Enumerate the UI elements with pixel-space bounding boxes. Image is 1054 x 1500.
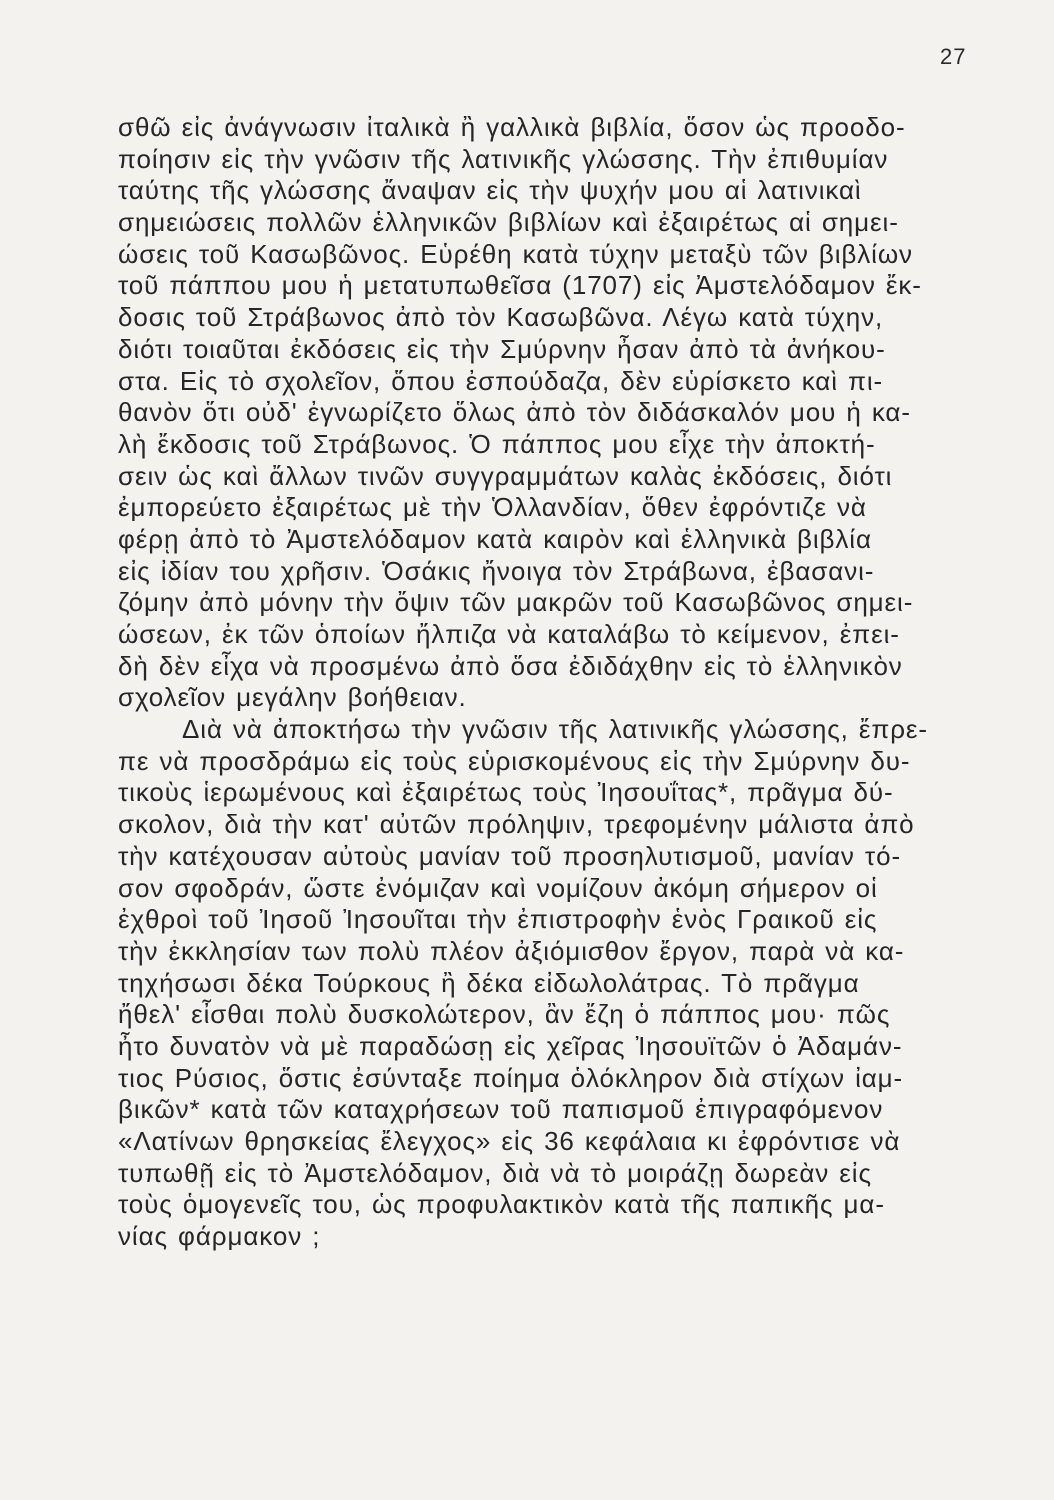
text-line-29: ἤθελ' εἶσθαι πολὺ δυσκολώτερον, ἂν ἔζη ὁ πάππος μου· πῶς (118, 999, 891, 1030)
text-line-1: σθῶ εἰς ἀνάγνωσιν ἰταλικὰ ἢ γαλλικὰ βιβλία, ὅσον ὡς προοδο- (118, 112, 906, 142)
text-line-24: τὴν κατέχουσαν αὐτοὺς μανίαν τοῦ προσηλυτισμοῦ, μανίαν τό- (118, 840, 902, 871)
text-line-20: Διὰ νὰ ἀποκτήσω τὴν γνῶσιν τῆς λατινικῆς γλώσσης, ἔπρε- (182, 714, 928, 745)
text-line-7: δοσις τοῦ Στράβωνος ἀπὸ τὸν Κασωβῶνα. Λέγω κατὰ τύχην, (118, 302, 884, 333)
text-line-18: δὴ δὲν εἶχα νὰ προσμένω ἀπὸ ὅσα ἐδιδάχθην εἰς τὸ ἑλληνικὸν (118, 650, 903, 681)
text-line-22: τικοὺς ἱερωμένους καὶ ἐξαιρέτως τοὺς Ἰησουΐτας*, πρᾶγμα δύ- (118, 777, 894, 808)
text-line-15: εἰς ἰδίαν του χρῆσιν. Ὁσάκις ἤνοιγα τὸν Στράβωνα, ἐβασανι- (118, 555, 875, 586)
text-line-2: ποίησιν εἰς τὴν γνῶσιν τῆς λατινικῆς γλώσσης. Τὴν ἐπιθυμίαν (118, 143, 889, 174)
text-line-27: τὴν ἐκκλησίαν των πολὺ πλέον ἀξιόμισθον ἔργον, παρὰ νὰ κα- (118, 935, 905, 966)
text-line-9: στα. Εἰς τὸ σχολεῖον, ὅπου ἐσπούδαζα, δὲν εὑρίσκετο καὶ πι- (118, 365, 884, 396)
text-line-13: ἐμπορεύετο ἐξαιρέτως μὲ τὴν Ὁλλανδίαν, ὅθεν ἐφρόντιζε νὰ (118, 492, 867, 523)
text-line-30: ἦτο δυνατὸν νὰ μὲ παραδώσῃ εἰς χεῖρας Ἰησουϊτῶν ὁ Ἀδαμάν- (118, 1030, 903, 1061)
text-line-34: τυπωθῇ εἰς τὸ Ἀμστελόδαμον, διὰ νὰ τὸ μοιράζῃ δωρεὰν εἰς (118, 1157, 872, 1188)
text-line-31: τιος Ρύσιος, ὅστις ἐσύνταξε ποίημα ὁλόκληρον διὰ στίχων ἰαμ- (118, 1062, 904, 1093)
text-line-25: σον σφοδράν, ὥστε ἐνόμιζαν καὶ νομίζουν ἀκόμη σήμερον οἱ (118, 872, 878, 903)
text-line-5: ώσεις τοῦ Κασωβῶνος. Εὑρέθη κατὰ τύχην μεταξὺ τῶν βιβλίων (118, 238, 913, 269)
text-line-26: ἐχθροὶ τοῦ Ἰησοῦ Ἰησουῖται τὴν ἐπιστροφὴν ἑνὸς Γραικοῦ εἰς (118, 904, 878, 935)
text-line-6: τοῦ πάππου μου ἡ μετατυπωθεῖσα (1707) εἰς Ἀμστελόδαμον ἔκ- (118, 270, 922, 301)
text-line-17: ώσεων, ἐκ τῶν ὁποίων ἤλπιζα νὰ καταλάβω τὸ κείμενον, ἐπει- (118, 619, 900, 649)
text-line-19: σχολεῖον μεγάλην βοήθειαν. (118, 682, 467, 713)
text-line-12: σειν ὡς καὶ ἄλλων τινῶν συγγραμμάτων καλὰς ἐκδόσεις, διότι (118, 460, 893, 491)
text-line-23: σκολον, διὰ τὴν κατ' αὐτῶν πρόληψιν, τρεφομένην μάλιστα ἀπὸ (118, 809, 915, 840)
text-line-16: ζόμην ἀπὸ μόνην τὴν ὄψιν τῶν μακρῶν τοῦ Κασωβῶνος σημει- (118, 587, 914, 618)
text-line-35: τοὺς ὁμογενεῖς του, ὡς προφυλακτικὸν κατὰ τῆς παπικῆς μα- (118, 1189, 885, 1220)
text-line-8: διότι τοιαῦται ἐκδόσεις εἰς τὴν Σμύρνην ἦσαν ἀπὸ τὰ ἀνήκου- (118, 333, 886, 364)
text-line-14: φέρῃ ἀπὸ τὸ Ἀμστελόδαμον κατὰ καιρὸν καὶ ἑλληνικὰ βιβλία (118, 523, 872, 554)
body-text (118, 112, 1010, 1253)
text-line-11: λὴ ἔκδοσις τοῦ Στράβωνος. Ὁ πάππος μου εἶχε τὴν ἀποκτή- (118, 428, 876, 459)
text-line-21: πε νὰ προσδράμω εἰς τοὺς εὑρισκομένους εἰς τὴν Σμύρνην δυ- (118, 745, 911, 776)
text-line-36: νίας φάρμακον ; (118, 1221, 321, 1252)
text-line-32: βικῶν* κατὰ τῶν καταχρήσεων τοῦ παπισμοῦ ἐπιγραφόμενον (118, 1094, 884, 1125)
text-line-4: σημειώσεις πολλῶν ἑλληνικῶν βιβλίων καὶ ἐξαιρέτως αἱ σημει- (118, 207, 899, 238)
text-line-33: «Λατίνων θρησκείας ἔλεγχος» εἰς 36 κεφάλαια κι ἐφρόντισε νὰ (118, 1126, 901, 1156)
text-line-10: θανὸν ὅτι οὐδ' ἐγνωρίζετο ὅλως ἀπὸ τὸν διδάσκαλόν μου ἡ κα- (118, 397, 911, 428)
text-line-3: ταύτης τῆς γλώσσης ἄναψαν εἰς τὴν ψυχήν μου αἱ λατινικαὶ (118, 175, 862, 206)
page-number: 27 (940, 44, 967, 69)
text-line-28: τηχήσωσι δέκα Τούρκους ἢ δέκα εἰδωλολάτρας. Τὸ πρᾶγμα (118, 967, 860, 998)
